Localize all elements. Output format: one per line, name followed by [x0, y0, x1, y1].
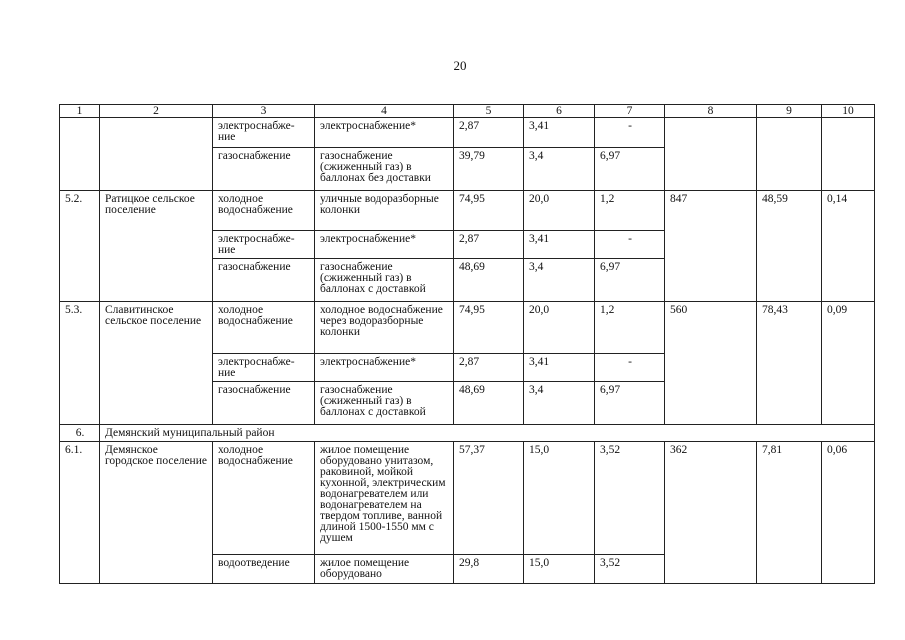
value-cell: 3,4: [524, 148, 595, 191]
description-cell: электроснабжение*: [315, 231, 454, 259]
cell-empty: [665, 118, 757, 191]
description-cell: газоснабжение (сжиженный газ) в баллонах с доставкой: [315, 382, 454, 425]
description-cell: уличные водоразборные колонки: [315, 191, 454, 231]
tariff-table: [59, 104, 875, 584]
cell-empty: [822, 118, 875, 191]
value-cell: 2,87: [454, 118, 524, 148]
value-cell: 48,59: [757, 191, 822, 302]
header-cell: 7: [595, 105, 665, 118]
value-cell: 0,06: [822, 442, 875, 584]
value-cell: 29,8: [454, 555, 524, 584]
table-row: [60, 118, 875, 148]
value-cell: 3,41: [524, 231, 595, 259]
row-number-cell: 5.2.: [60, 191, 100, 302]
description-cell: газоснабжение (сжиженный газ) в баллонах с доставкой: [315, 259, 454, 302]
service-cell: водоотведение: [213, 555, 315, 584]
value-cell: 0,14: [822, 191, 875, 302]
value-cell: 0,09: [822, 302, 875, 425]
header-cell: 6: [524, 105, 595, 118]
header-cell: 8: [665, 105, 757, 118]
cell-empty: [757, 118, 822, 191]
value-cell: 6,97: [595, 382, 665, 425]
value-cell: 3,4: [524, 259, 595, 302]
service-cell: газоснабжение: [213, 382, 315, 425]
value-cell: 48,69: [454, 382, 524, 425]
value-cell: 2,87: [454, 354, 524, 382]
table-row: [60, 425, 875, 442]
value-cell: 78,43: [757, 302, 822, 425]
description-cell: жилое помещение оборудовано: [315, 555, 454, 584]
settlement-cell: Ратицкое сельское поселение: [100, 191, 213, 302]
description-cell: электроснабжение*: [315, 354, 454, 382]
value-cell: 20,0: [524, 302, 595, 354]
value-cell: 20,0: [524, 191, 595, 231]
description-cell: холодное водоснабжение через водоразборные колонки: [315, 302, 454, 354]
settlement-cell: Славитинское сельское поселение: [100, 302, 213, 425]
header-cell: 1: [60, 105, 100, 118]
value-cell: 74,95: [454, 302, 524, 354]
row-number-cell: 6.: [60, 425, 100, 442]
table-row: [60, 442, 875, 555]
value-cell: 57,37: [454, 442, 524, 555]
value-cell: 3,4: [524, 382, 595, 425]
description-cell: электроснабжение*: [315, 118, 454, 148]
value-cell: 74,95: [454, 191, 524, 231]
value-cell: 3,41: [524, 118, 595, 148]
value-cell: 6,97: [595, 259, 665, 302]
cell-empty: [100, 118, 213, 191]
header-cell: 4: [315, 105, 454, 118]
header-cell: 5: [454, 105, 524, 118]
value-cell: 560: [665, 302, 757, 425]
value-cell: 3,52: [595, 442, 665, 555]
value-cell: 3,52: [595, 555, 665, 584]
value-cell: 7,81: [757, 442, 822, 584]
service-cell: газоснабжение: [213, 148, 315, 191]
value-cell: 1,2: [595, 191, 665, 231]
service-cell: холодное водоснабжение: [213, 442, 315, 555]
header-row: [60, 105, 875, 118]
service-cell: электроснабже-ние: [213, 118, 315, 148]
value-cell: 15,0: [524, 442, 595, 555]
service-cell: холодное водоснабжение: [213, 191, 315, 231]
row-number-cell: 5.3.: [60, 302, 100, 425]
value-cell: 39,79: [454, 148, 524, 191]
value-cell: 2,87: [454, 231, 524, 259]
cell-empty: [60, 118, 100, 191]
service-cell: электроснабже-ние: [213, 354, 315, 382]
description-cell: жилое помещение оборудовано унитазом, раковиной, мойкой кухонной, электрическим водонагревателем или водонагревателем на твердом топливе, ванной длиной 1500-1550 мм с душем: [315, 442, 454, 555]
district-title-cell: Демянский муниципальный район: [100, 425, 875, 442]
description-cell: газоснабжение (сжиженный газ) в баллонах без доставки: [315, 148, 454, 191]
header-cell: 10: [822, 105, 875, 118]
service-cell: газоснабжение: [213, 259, 315, 302]
table-row: [60, 302, 875, 354]
value-cell: 362: [665, 442, 757, 584]
service-cell: электроснабже-ние: [213, 231, 315, 259]
header-cell: 9: [757, 105, 822, 118]
service-cell: холодное водоснабжение: [213, 302, 315, 354]
settlement-cell: Демянское городское поселение: [100, 442, 213, 584]
page-number: 20: [453, 58, 467, 73]
value-cell: -: [595, 118, 665, 148]
value-cell: 15,0: [524, 555, 595, 584]
value-cell: 1,2: [595, 302, 665, 354]
table-row: [60, 191, 875, 231]
value-cell: 48,69: [454, 259, 524, 302]
value-cell: -: [595, 231, 665, 259]
value-cell: 3,41: [524, 354, 595, 382]
row-number-cell: 6.1.: [60, 442, 100, 584]
header-cell: 3: [213, 105, 315, 118]
value-cell: 847: [665, 191, 757, 302]
value-cell: 6,97: [595, 148, 665, 191]
header-cell: 2: [100, 105, 213, 118]
value-cell: -: [595, 354, 665, 382]
